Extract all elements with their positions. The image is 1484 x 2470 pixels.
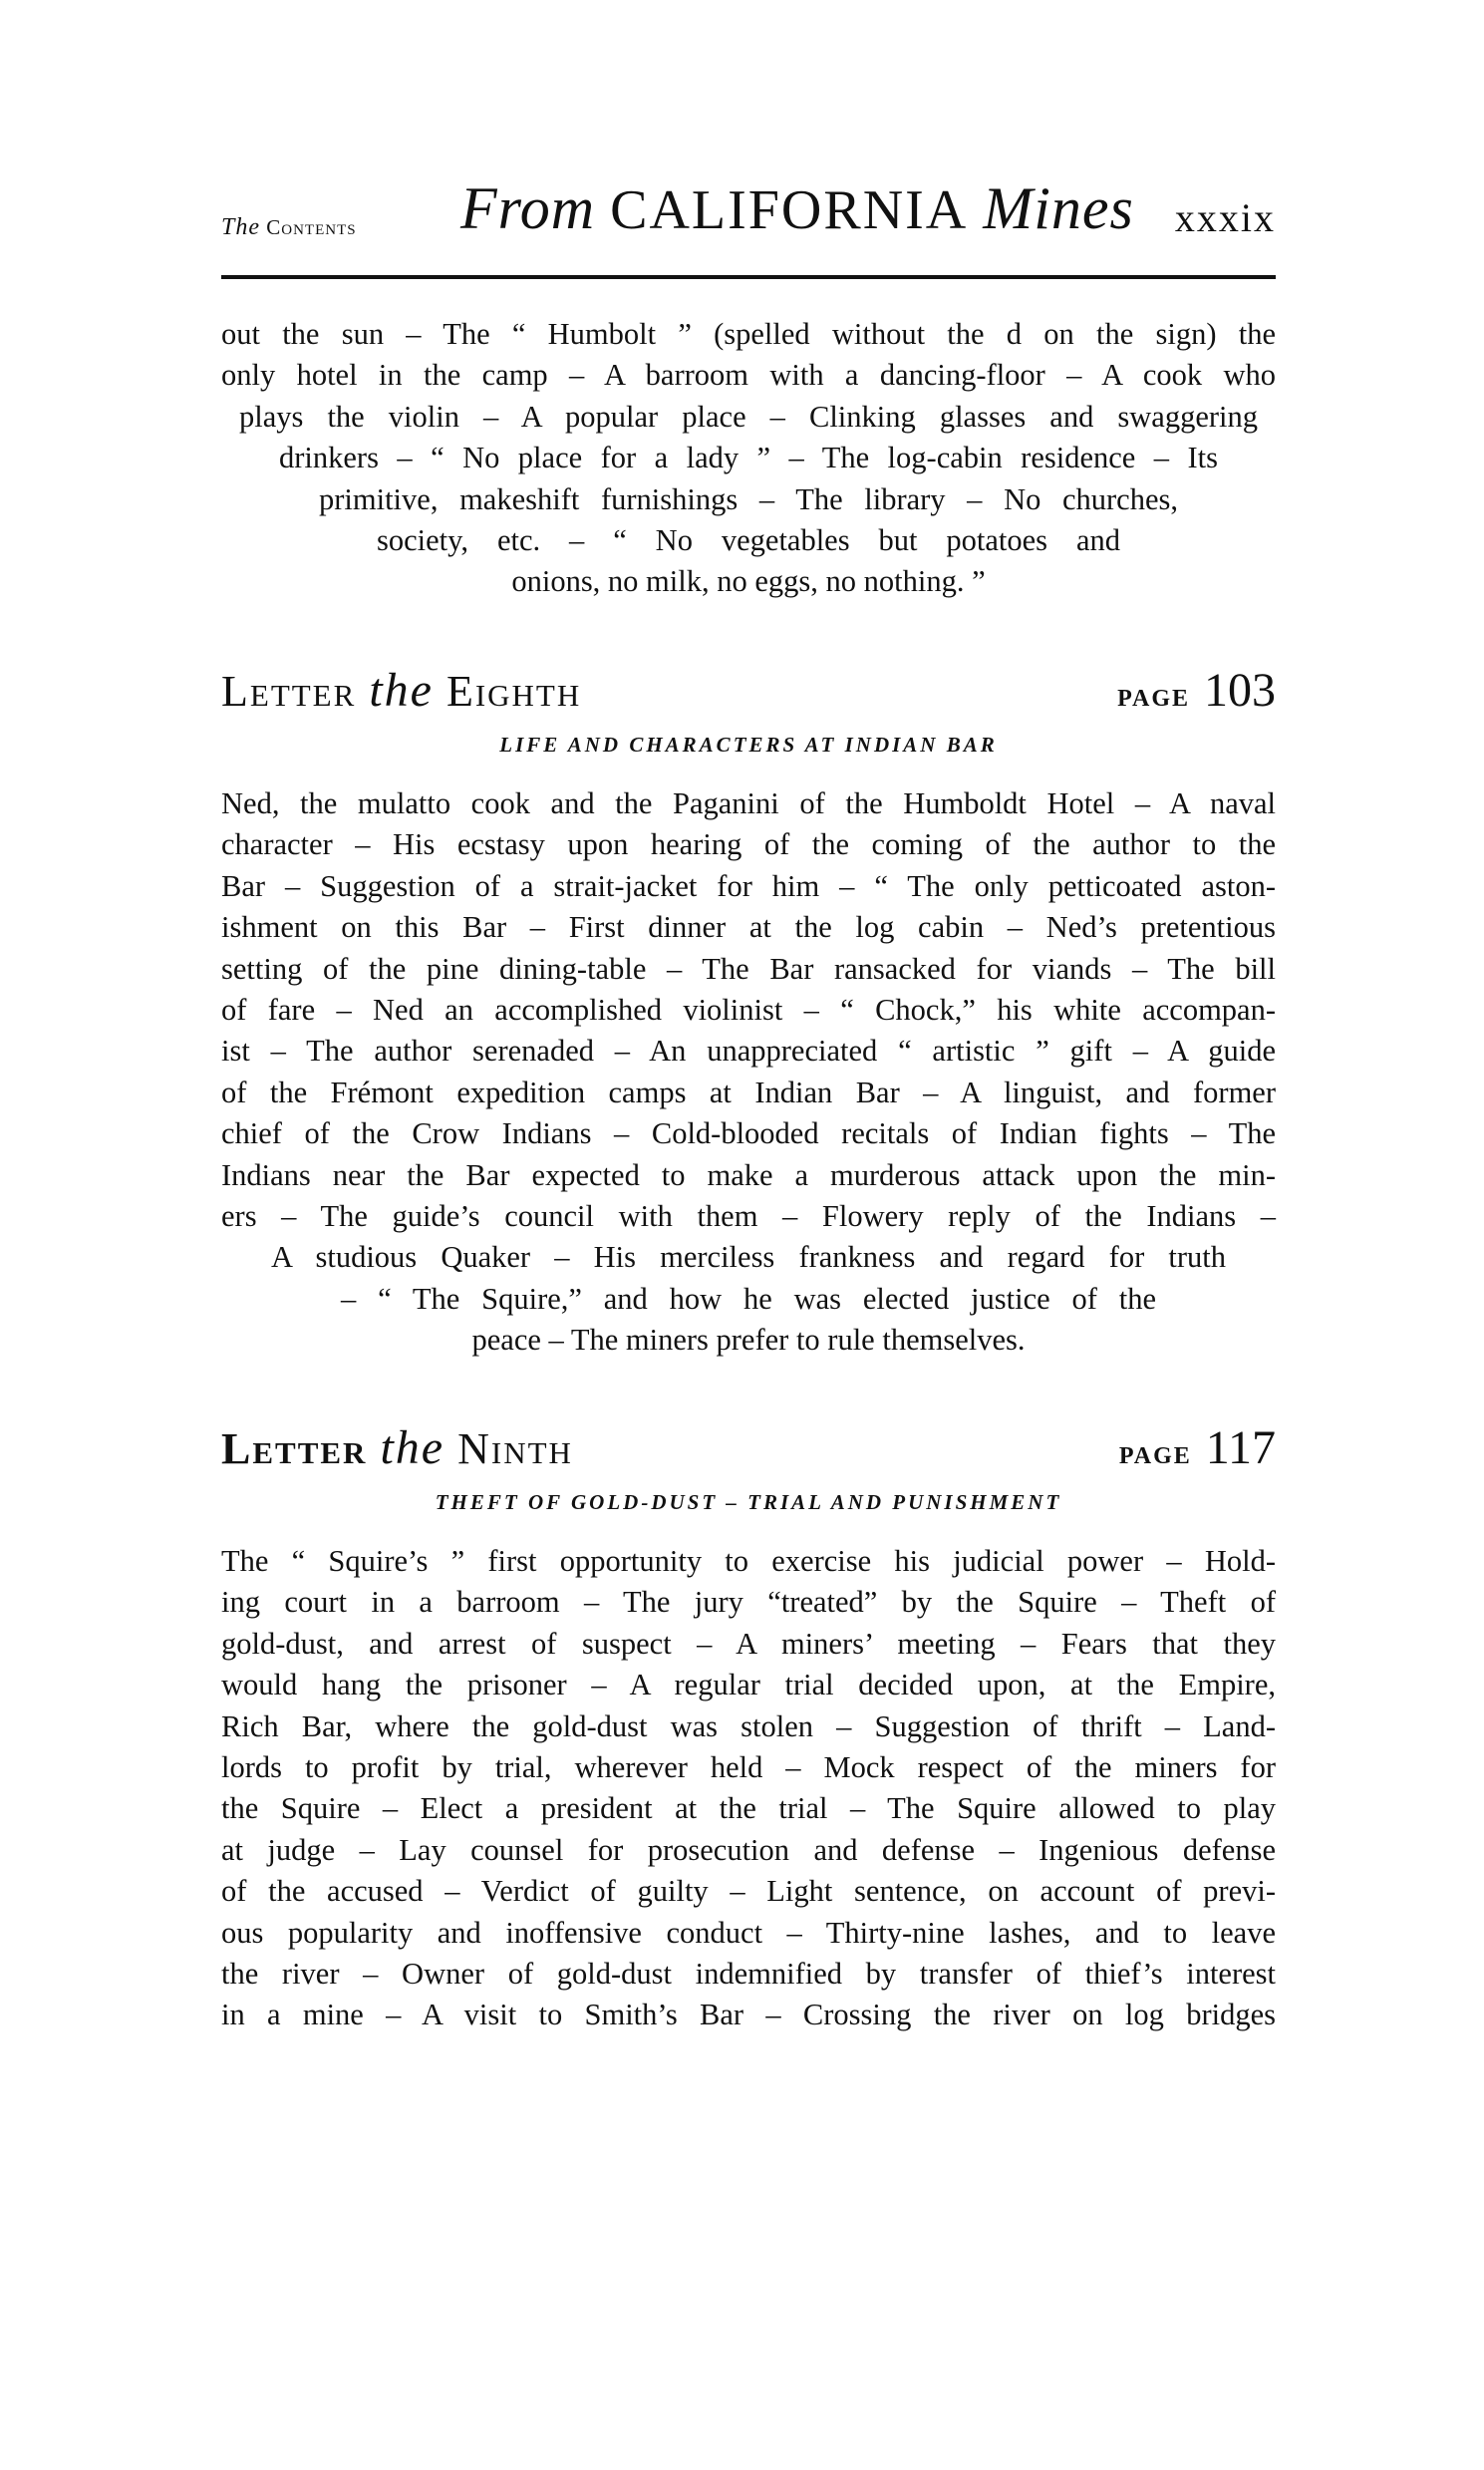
- intro-paragraph: [221, 314, 1276, 603]
- letter-ninth-summary: [221, 1541, 1276, 2036]
- summary-line: ishment on this Bar – First dinner at the log cabin – Ned’s pretentious: [221, 910, 1276, 945]
- letter-eighth-title: Letter the Eighth: [221, 664, 582, 717]
- intro-line: drinkers – “ No place for a lady ” – The log-cabin residence – Its: [279, 441, 1218, 475]
- summary-line: at judge – Lay counsel for prosecution and defense – Ingenious defense: [221, 1832, 1276, 1867]
- letter-ninth-heading: [221, 1415, 1276, 1475]
- summary-line: character – His ecstasy upon hearing of the coming of the author to the: [221, 827, 1276, 862]
- summary-line: ers – The guide’s council with them – Flowery reply of the Indians –: [221, 1199, 1276, 1234]
- summary-line: would hang the prisoner – A regular trial decided upon, at the Empire,: [221, 1668, 1276, 1702]
- summary-line: The “ Squire’s ” first opportunity to exercise his judicial power – Hold-: [221, 1544, 1276, 1578]
- summary-line: A studious Quaker – His merciless frankness and regard for truth: [271, 1240, 1226, 1275]
- letter-eighth-subtitle: LIFE AND CHARACTERS AT INDIAN BAR: [499, 733, 998, 757]
- intro-line: society, etc. – “ No vegetables but potatoes and: [377, 523, 1120, 558]
- summary-line: ous popularity and inoffensive conduct – Thirty-nine lashes, and to leave: [221, 1915, 1276, 1950]
- summary-line: the Squire – Elect a president at the trial – The Squire allowed to play: [221, 1791, 1276, 1826]
- summary-line: gold-dust, and arrest of suspect – A miners’ meeting – Fears that they: [221, 1626, 1276, 1661]
- summary-line: in a mine – A visit to Smith’s Bar – Crossing the river on log bridges: [221, 1998, 1276, 2032]
- letter-eighth-summary: [221, 783, 1276, 1362]
- intro-line: out the sun – The “ Humbolt ” (spelled without the d on the sign) the: [221, 317, 1276, 351]
- summary-line: ist – The author serenaded – An unappreciated “ artistic ” gift – A guide: [221, 1034, 1276, 1069]
- header-rule: [221, 275, 1276, 279]
- header-page-number: xxxix: [1174, 195, 1276, 240]
- summary-line: Bar – Suggestion of a strait-jacket for him – “ The only petticoated aston-: [221, 868, 1276, 903]
- letter-ninth-title: Letter the Ninth: [221, 1421, 573, 1474]
- summary-line: of the Frémont expedition camps at Indian Bar – A linguist, and former: [221, 1075, 1276, 1109]
- intro-line: primitive, makeshift furnishings – The library – No churches,: [319, 481, 1178, 516]
- summary-line: ing court in a barroom – The jury “treated” by the Squire – Theft of: [221, 1585, 1276, 1620]
- summary-line: peace – The miners prefer to rule themselves.: [471, 1323, 1026, 1358]
- intro-line: only hotel in the camp – A barroom with a dancing-floor – A cook who: [221, 358, 1276, 393]
- summary-line: chief of the Crow Indians – Cold-blooded recitals of Indian fights – The: [221, 1116, 1276, 1151]
- summary-line: – “ The Squire,” and how he was elected justice of the: [341, 1281, 1156, 1316]
- summary-line: lords to profit by trial, wherever held – Mock respect of the miners for: [221, 1750, 1276, 1785]
- header-contents-label: The Contents: [221, 214, 357, 240]
- intro-line: plays the violin – A popular place – Clinking glasses and swaggering: [239, 399, 1258, 434]
- running-header: [221, 175, 1276, 271]
- summary-line: Rich Bar, where the gold-dust was stolen – Suggestion of thrift – Land-: [221, 1708, 1276, 1743]
- letter-ninth-subtitle: THEFT OF GOLD-DUST – TRIAL AND PUNISHMENT: [435, 1490, 1062, 1514]
- letter-ninth-page: PAGE 117: [1118, 1421, 1276, 1474]
- letter-eighth-heading: [221, 658, 1276, 718]
- summary-line: Indians near the Bar expected to make a murderous attack upon the min-: [221, 1157, 1276, 1192]
- summary-line: setting of the pine dining-table – The Bar ransacked for viands – The bill: [221, 951, 1276, 986]
- header-book-title: From CALIFORNIA Mines: [460, 175, 1134, 241]
- summary-line: the river – Owner of gold-dust indemnified by transfer of thief’s interest: [221, 1957, 1276, 1992]
- summary-line: Ned, the mulatto cook and the Paganini of the Humboldt Hotel – A naval: [221, 786, 1276, 820]
- summary-line: of the accused – Verdict of guilty – Light sentence, on account of previ-: [221, 1874, 1276, 1909]
- letter-eighth-page: PAGE 103: [1117, 664, 1276, 717]
- intro-line: onions, no milk, no eggs, no nothing. ”: [511, 564, 986, 599]
- summary-line: of fare – Ned an accomplished violinist – “ Chock,” his white accompan-: [221, 993, 1276, 1028]
